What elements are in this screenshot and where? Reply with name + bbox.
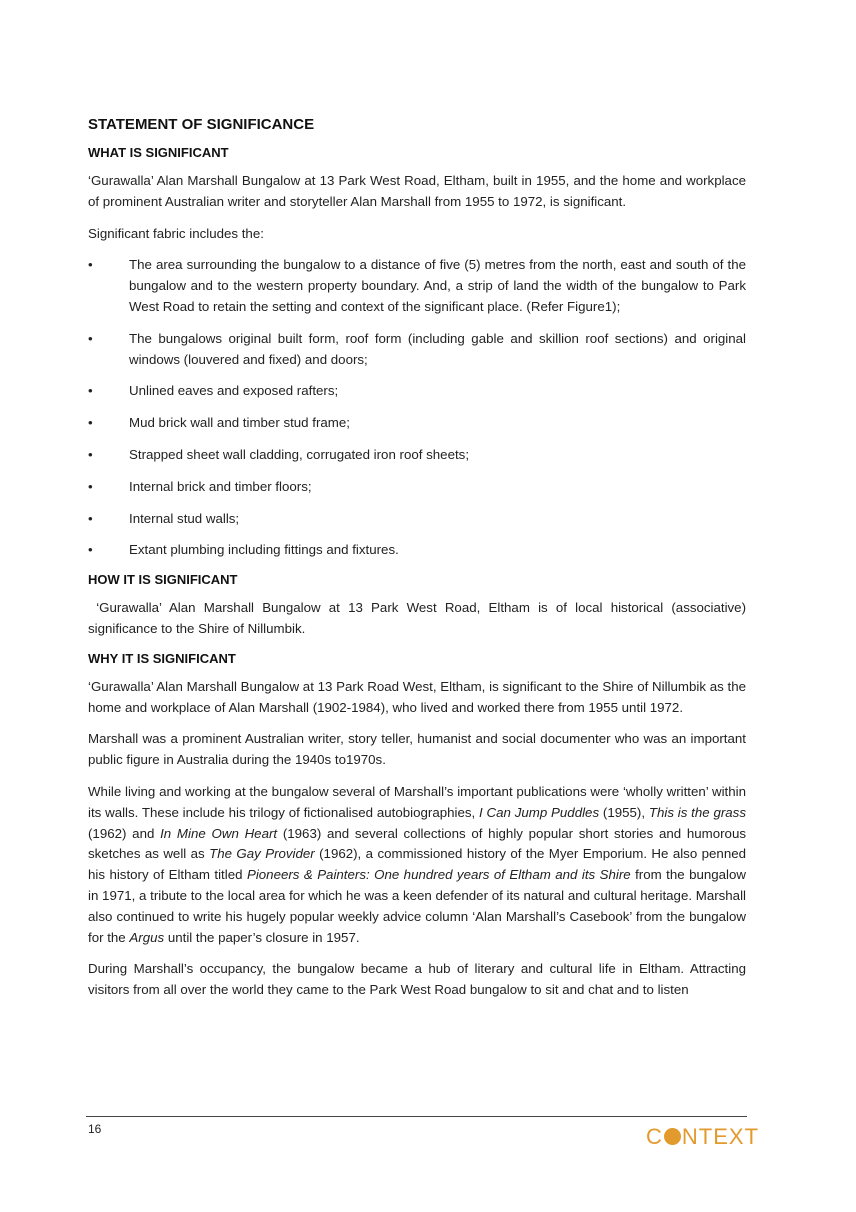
fabric-list [88, 255, 746, 561]
bullet: • [88, 446, 93, 462]
list-item: • The bungalows original built form, roof form (including gable and skillion roof sections) and original windows (louvered and fixed) and doors; [88, 330, 746, 367]
document-body [88, 116, 750, 1012]
bullet: • [88, 383, 93, 399]
logo-circle-icon [664, 1128, 681, 1145]
book-title: This is the grass [648, 804, 746, 820]
list-item: • Internal stud walls; [88, 509, 746, 530]
how-text: ‘Gurawalla’ Alan Marshall Bungalow at 13 Park West Road, Eltham is of local historical (associative) significance to the Shire of Nillumbik. [88, 600, 750, 636]
footer-divider [86, 1116, 747, 1117]
list-item: • Strapped sheet wall cladding, corrugated iron roof sheets; [88, 445, 746, 466]
bullet: • [88, 510, 93, 526]
why-heading: WHY IT IS SIGNIFICANT [88, 650, 236, 666]
book-title: I Can Jump Puddles [479, 804, 600, 820]
book-title: The Gay Provider [209, 846, 315, 862]
bullet: • [88, 330, 93, 346]
statement-heading: STATEMENT OF SIGNIFICANCE [88, 116, 315, 133]
what-heading: WHAT IS SIGNIFICANT [88, 145, 229, 160]
newspaper-title: Argus [129, 929, 165, 945]
what-intro: ‘Gurawalla’ Alan Marshall Bungalow at 13 Park West Road, Eltham, built in 1955, and the home and workplace of prominent Australian writer and storyteller Alan Marshall from 1955 to 1972, is significant. [88, 173, 746, 209]
fabric-label: Significant fabric includes the: [88, 225, 264, 241]
list-item: • Extant plumbing including fittings and fixtures. [88, 540, 746, 561]
book-title: Pioneers & Painters: One hundred years of Eltham and its Shire [246, 867, 631, 883]
how-heading: HOW IT IS SIGNIFICANT [88, 572, 238, 588]
bullet: • [88, 478, 93, 494]
list-item: • Internal brick and timber floors; [88, 477, 746, 498]
bullet: • [88, 257, 93, 273]
why-paragraph-1: ‘Gurawalla’ Alan Marshall Bungalow at 13 Park Road West, Eltham, is significant to the Shire of Nillumbik as the home and workplace of Alan Marshall (1902-1984), who lived and worked there from 1955 until 1972. [88, 678, 746, 715]
context-logo: C NTEXT [646, 1124, 760, 1149]
bullet: • [88, 542, 93, 558]
list-item: • Mud brick wall and timber stud frame; [88, 413, 746, 434]
why-paragraph-2: Marshall was a prominent Australian writer, story teller, humanist and social documenter who was an important public figure in Australia during the 1940s to1970s. [88, 731, 746, 768]
list-item: • The area surrounding the bungalow to a distance of five (5) metres from the north, east and south of the bungalow and to the western property boundary. And, a strip of land the width of the bungalow to Park West Road to retain the setting and context of the significant place. (Refer Figure1); [88, 257, 746, 314]
why-paragraph-3: While living and working at the bungalow several of Marshall’s important publications were ‘wholly written’ within its walls. These include his trilogy of fictionalised autobiographies, I Can Jump Puddles (1955), This is the grass (1962) and In Mine Own Heart (1963) and several collections of highly popular short stories and humorous sketches as well as The Gay Provider (1962), a commissioned history of the Myer Emporium. He also penned his history of Eltham titled Pioneers & Painters: One hundred years of Eltham and its Shire from the bungalow in 1971, a tribute to the local area for which he was a keen defender of its natural and cultural heritage. Marshall also continued to write his hugely popular weekly advice column ‘Alan Marshall’s Casebook’ from the bungalow for the Argus until the paper’s closure in 1957. [88, 783, 746, 945]
page-number: 16 [88, 1122, 102, 1136]
why-paragraph-4: During Marshall’s occupancy, the bungalow became a hub of literary and cultural life in Eltham. Attracting visitors from all over the world they came to the Park West Road bungalow to sit and chat and to listen [88, 961, 746, 998]
book-title: In Mine Own Heart [160, 825, 278, 841]
bullet: • [88, 415, 93, 431]
list-item: • Unlined eaves and exposed rafters; [88, 381, 746, 402]
